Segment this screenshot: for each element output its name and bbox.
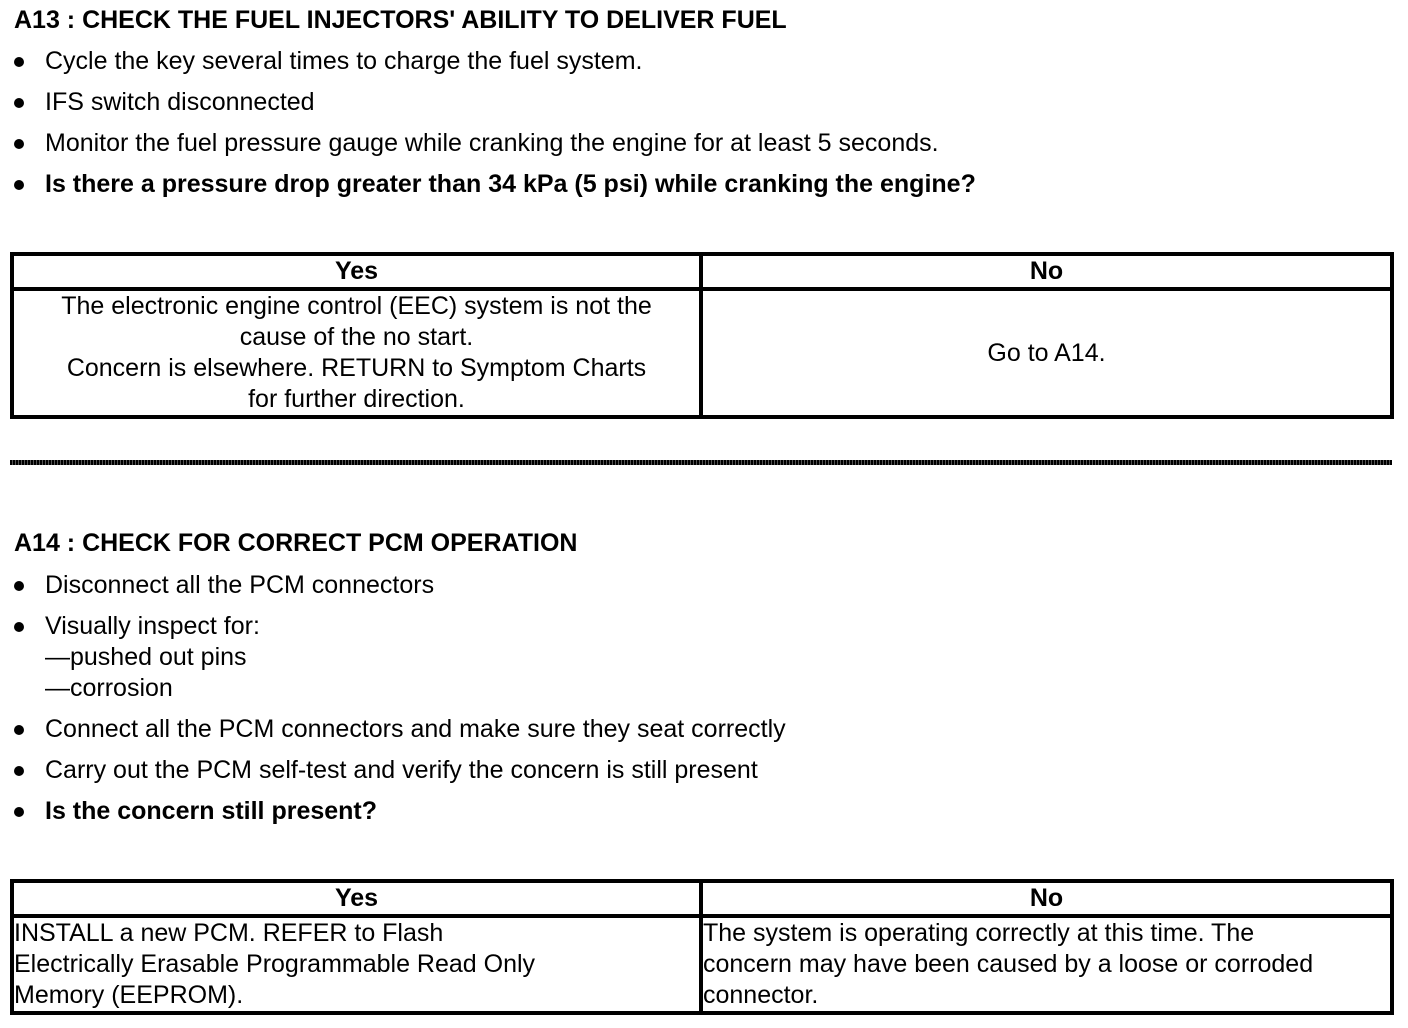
yes-line: The electronic engine control (EEC) system is not the xyxy=(61,292,652,320)
bullet-icon xyxy=(14,807,24,817)
a13-step-3-text: Monitor the fuel pressure gauge while cranking the engine for at least 5 seconds. xyxy=(45,129,939,157)
bullet-icon xyxy=(14,57,24,67)
yes-cell xyxy=(12,289,701,417)
yes-cell xyxy=(12,916,701,1013)
a14-step-1-text: Disconnect all the PCM connectors xyxy=(45,571,435,599)
yes-line: Concern is elsewhere. RETURN to Symptom Charts xyxy=(66,354,647,382)
a14-step-2-text: Visually inspect for: xyxy=(45,612,260,640)
inspect-item-corrosion: —corrosion xyxy=(45,674,173,702)
a14-title: A14 : CHECK FOR CORRECT PCM OPERATION xyxy=(14,529,578,557)
yes-line: INSTALL a new PCM. REFER to Flash xyxy=(14,919,444,947)
no-header: No xyxy=(701,254,1392,289)
section-divider xyxy=(10,460,1392,465)
bullet-icon xyxy=(14,581,24,591)
a13-result-table xyxy=(10,252,1394,419)
bullet-icon xyxy=(14,622,24,632)
yes-line: cause of the no start. xyxy=(239,323,474,351)
a13-step-1-text: Cycle the key several times to charge the fuel system. xyxy=(45,47,643,75)
yes-header: Yes xyxy=(12,881,701,916)
a13-title: A13 : CHECK THE FUEL INJECTORS' ABILITY TO DELIVER FUEL xyxy=(14,6,787,34)
no-cell xyxy=(701,916,1392,1013)
a14-result-table xyxy=(10,879,1394,1015)
a14-question-text: Is the concern still present? xyxy=(45,797,378,825)
yes-line: for further direction. xyxy=(248,385,465,413)
bullet-icon xyxy=(14,98,24,108)
yes-line: Memory (EEPROM). xyxy=(14,981,244,1009)
a14-step-3-text: Connect all the PCM connectors and make sure they seat correctly xyxy=(45,715,786,743)
table-header-row xyxy=(12,254,1392,289)
bullet-icon xyxy=(14,180,24,190)
table-row xyxy=(12,916,1392,1013)
bullet-icon xyxy=(14,766,24,776)
yes-line: Electrically Erasable Programmable Read Only xyxy=(14,950,536,978)
inspect-item-pushed-pins: —pushed out pins xyxy=(45,643,247,671)
bullet-icon xyxy=(14,725,24,735)
table-row xyxy=(12,289,1392,417)
bullet-icon xyxy=(14,139,24,149)
a13-question-text: Is there a pressure drop greater than 34 kPa (5 psi) while cranking the engine? xyxy=(45,170,976,198)
no-header: No xyxy=(701,881,1392,916)
yes-header: Yes xyxy=(12,254,701,289)
a13-step-2-text: IFS switch disconnected xyxy=(45,88,315,116)
a14-step-4-text: Carry out the PCM self-test and verify the concern is still present xyxy=(45,756,758,784)
no-line: The system is operating correctly at this time. The xyxy=(703,919,1255,947)
no-cell: Go to A14. xyxy=(701,289,1392,417)
no-line: connector. xyxy=(703,981,819,1009)
table-header-row xyxy=(12,881,1392,916)
no-line: concern may have been caused by a loose or corroded xyxy=(703,950,1314,978)
